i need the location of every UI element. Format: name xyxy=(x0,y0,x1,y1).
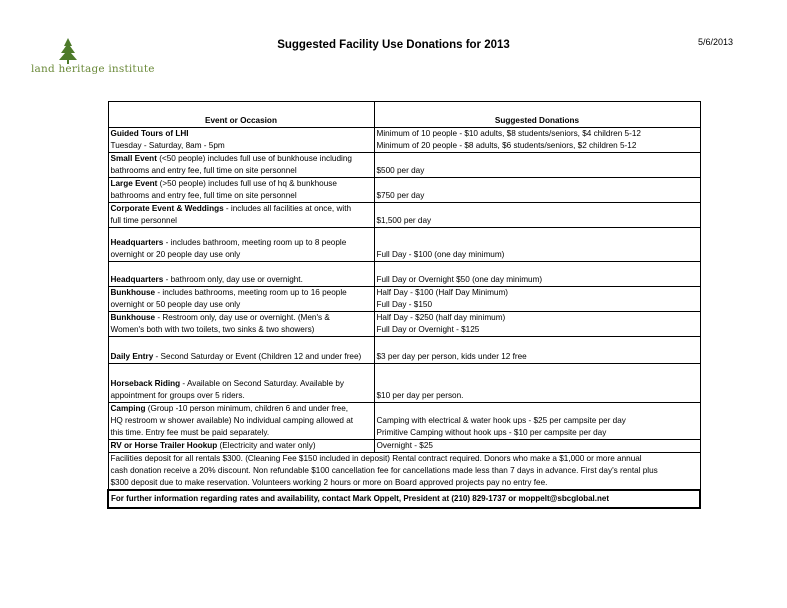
event-desc: (<50 people) includes full use of bunkhouse including xyxy=(156,154,352,163)
event-name: Daily Entry xyxy=(110,352,154,361)
event-name: RV or Horse Trailer Hookup xyxy=(110,441,218,450)
event-desc: - includes bathrooms, meeting room up to 16 people xyxy=(155,288,347,297)
event-desc: overnight or 20 people day use only xyxy=(110,250,241,259)
event-desc: (Group -10 person minimum, children 6 and under free, xyxy=(145,404,349,413)
table-row xyxy=(108,312,700,337)
event-desc: - includes bathroom, meeting room up to 8 people xyxy=(163,238,347,247)
event-cell xyxy=(108,203,374,228)
donation-cell xyxy=(374,440,700,453)
event-cell xyxy=(108,228,374,262)
table-row xyxy=(108,178,700,203)
event-cell xyxy=(108,153,374,178)
page-title: Suggested Facility Use Donations for 2013 xyxy=(277,39,510,51)
org-name: land heritage institute xyxy=(31,63,155,75)
donation-cell xyxy=(374,337,700,364)
event-name: Guided Tours of LHI xyxy=(110,129,189,138)
table-row xyxy=(108,287,700,312)
table-row xyxy=(108,262,700,287)
document-date: 5/6/2013 xyxy=(697,37,733,47)
event-name: Headquarters xyxy=(110,238,164,247)
event-desc: - Available on Second Saturday. Available by xyxy=(180,379,344,388)
deposit-note-row xyxy=(108,453,700,491)
donation-cell xyxy=(374,403,700,440)
table-row xyxy=(108,337,700,364)
donation-cell xyxy=(374,128,700,153)
donation-line: Primitive Camping without hook ups - $10 per campsite per day xyxy=(376,428,607,437)
note-line: cash donation receive a 20% discount. Non refundable $100 cancellation fee for cancellations made less than 7 days in advance. First day's rental plus xyxy=(110,466,658,475)
donation-line: Minimum of 10 people - $10 adults, $8 students/seniors, $4 children 5-12 xyxy=(376,129,641,138)
note-line: $300 deposit due to make reservation. Volunteers working 2 hours or more on Board approved projects pay no entry fee. xyxy=(110,478,548,487)
donation-line: Full Day or Overnight $50 (one day minimum) xyxy=(376,275,543,284)
event-desc: (Electricity and water only) xyxy=(217,441,316,450)
event-desc: appointment for groups over 5 riders. xyxy=(110,391,245,400)
event-name: Large Event xyxy=(110,179,158,188)
donation-line: Half Day - $250 (half day minimum) xyxy=(376,313,506,322)
donation-cell xyxy=(374,262,700,287)
donation-line: Minimum of 20 people - $8 adults, $6 students/seniors, $2 children 5-12 xyxy=(376,141,637,150)
event-name: Small Event xyxy=(110,154,157,163)
donation-line: Full Day - $100 (one day minimum) xyxy=(376,250,505,259)
event-cell xyxy=(108,440,374,453)
event-cell xyxy=(108,262,374,287)
table-row xyxy=(108,228,700,262)
donation-line: $3 per day per person, kids under 12 free xyxy=(376,352,527,361)
donation-line: Full Day or Overnight - $125 xyxy=(376,325,480,334)
event-name: Bunkhouse xyxy=(110,288,156,297)
table-row xyxy=(108,403,700,440)
event-cell xyxy=(108,312,374,337)
table-row xyxy=(108,440,700,453)
donation-line: $1,500 per day xyxy=(376,216,432,225)
donation-line: $750 per day xyxy=(376,191,425,200)
table-row xyxy=(108,153,700,178)
donations-table xyxy=(107,101,701,509)
event-desc: Tuesday - Saturday, 8am - 5pm xyxy=(110,141,225,150)
donation-cell xyxy=(374,287,700,312)
table-header-row xyxy=(108,102,700,128)
event-cell xyxy=(108,287,374,312)
event-name: Headquarters xyxy=(110,275,164,284)
event-cell xyxy=(108,403,374,440)
event-desc: Women's both with two toilets, two sinks & two showers) xyxy=(110,325,315,334)
event-cell xyxy=(108,128,374,153)
donation-cell xyxy=(374,203,700,228)
event-name: Bunkhouse xyxy=(110,313,156,322)
donation-line: $10 per day per person. xyxy=(376,391,464,400)
event-cell xyxy=(108,364,374,403)
event-cell xyxy=(108,178,374,203)
donation-cell xyxy=(374,178,700,203)
event-desc: - bathroom only, day use or overnight. xyxy=(163,275,303,284)
contact-row xyxy=(108,490,700,508)
donation-line: Half Day - $100 (Half Day Minimum) xyxy=(376,288,508,297)
event-desc: this time. Entry fee must be paid separately. xyxy=(110,428,270,437)
event-name: Horseback Riding xyxy=(110,379,181,388)
donation-line: $500 per day xyxy=(376,166,425,175)
contact-info: For further information regarding rates and availability, contact Mark Oppelt, President at (210) 829-1737 or moppelt@sbcglobal.net xyxy=(108,490,700,508)
event-desc: overnight or 50 people day use only xyxy=(110,300,241,309)
donation-cell xyxy=(374,364,700,403)
event-desc: full time personnel xyxy=(110,216,177,225)
event-name: Corporate Event & Weddings xyxy=(110,204,224,213)
table-row xyxy=(108,364,700,403)
event-desc: bathrooms and entry fee, full time on site personnel xyxy=(110,166,297,175)
donation-line: Overnight - $25 xyxy=(376,441,433,450)
donation-line: Full Day - $150 xyxy=(376,300,433,309)
column-header-event: Event or Occasion xyxy=(108,102,374,128)
event-desc: - Restroom only, day use or overnight. (Men's & xyxy=(155,313,330,322)
donation-cell xyxy=(374,228,700,262)
table-row xyxy=(108,128,700,153)
event-desc: bathrooms and entry fee, full time on site personnel xyxy=(110,191,297,200)
event-desc: - Second Saturday or Event (Children 12 and under free) xyxy=(153,352,362,361)
donation-line: Camping with electrical & water hook ups - $25 per campsite per day xyxy=(376,416,626,425)
column-header-donations: Suggested Donations xyxy=(374,102,700,128)
note-line: Facilities deposit for all rentals $300. (Cleaning Fee $150 included in deposit) Rental contract required. Donors who make a $1,000 or more annual xyxy=(110,454,642,463)
event-name: Camping xyxy=(110,404,146,413)
donation-cell xyxy=(374,153,700,178)
donation-cell xyxy=(374,312,700,337)
deposit-note xyxy=(108,453,700,491)
table-row xyxy=(108,203,700,228)
event-desc: HQ restroom w shower available) No individual camping allowed at xyxy=(110,416,354,425)
event-desc: - includes all facilities at once, with xyxy=(223,204,352,213)
event-cell xyxy=(108,337,374,364)
event-desc: (>50 people) includes full use of hq & bunkhouse xyxy=(157,179,337,188)
